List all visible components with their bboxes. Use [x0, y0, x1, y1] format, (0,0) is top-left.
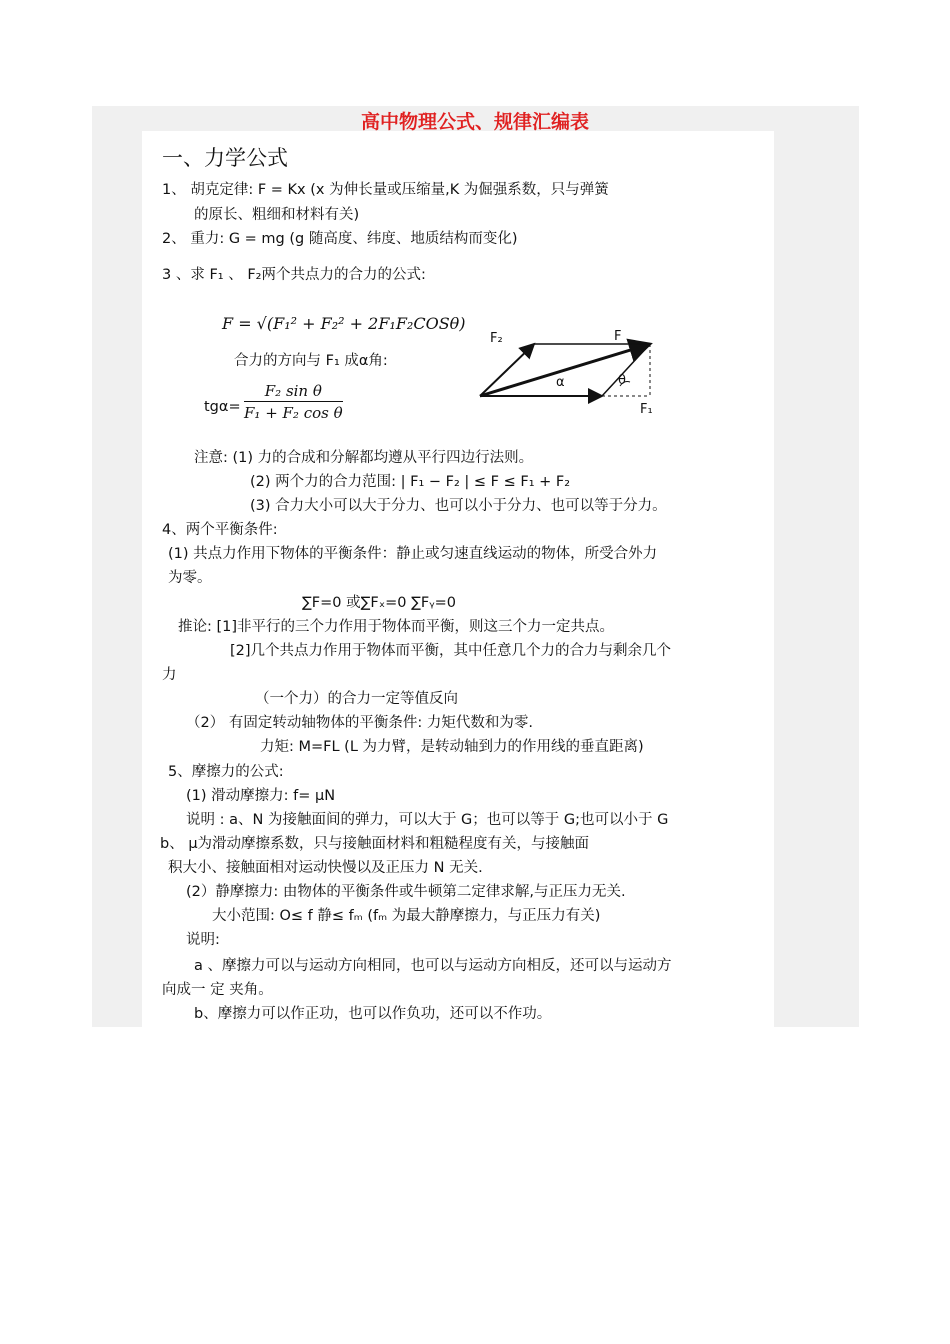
tg-label: tgα=: [204, 399, 241, 415]
note-1: 注意: (1) 力的合成和分解都均遵从平行四边行法则。: [194, 450, 534, 466]
sum-forces-equation: ∑F=0 或∑Fₓ=0 ∑Fᵧ=0: [302, 595, 457, 611]
sliding-friction-line: (1) 滑动摩擦力: f= μN: [186, 788, 336, 804]
static-friction-line: (2）静摩擦力: 由物体的平衡条件或牛顿第二定律求解,与正压力无关.: [186, 884, 626, 900]
resultant-magnitude-formula: F = √(F₁² + F₂² + 2F₁F₂COSθ): [222, 314, 466, 333]
equilibrium-heading: 4、两个平衡条件:: [162, 522, 278, 538]
resultant-force-heading: 3 、求 F₁ 、 F₂两个共点力的合力的公式:: [162, 267, 426, 283]
inference-1: 推论: [1]非平行的三个力作用于物体而平衡，则这三个力一定共点。: [178, 619, 615, 635]
resultant-direction-text: 合力的方向与 F₁ 成α角:: [234, 353, 388, 369]
explanation-a: 说明 : a、N 为接触面间的弹力，可以大于 G；也可以等于 G;也可以小于 G: [186, 812, 669, 828]
inference-2-wrap: 力: [162, 667, 177, 683]
gravity-line: 2、 重力: G = mg (g 随高度、纬度、地质结构而变化): [162, 231, 518, 247]
section-heading: 一、力学公式: [162, 146, 288, 170]
friction-work-note: b、摩擦力可以作正功，也可以作负功，还可以不作功。: [194, 1006, 552, 1022]
note-3: (3) 合力大小可以大于分力、也可以小于分力、也可以等于分力。: [250, 498, 667, 514]
label-f: F: [614, 329, 622, 344]
moment-definition: 力矩: M=FL (L 为力臂，是转动轴到力的作用线的垂直距离): [260, 739, 644, 755]
explanation-heading: 说明:: [186, 932, 220, 948]
equilibrium-condition-2: （2） 有固定转动轴物体的平衡条件: 力矩代数和为零.: [186, 715, 533, 731]
label-theta: θ: [618, 373, 626, 388]
friction-direction-note: a 、摩擦力可以与运动方向相同，也可以与运动方向相反，还可以与运动方: [194, 958, 672, 974]
equilibrium-condition-1-cont: 为零。: [168, 570, 212, 586]
friction-direction-note-cont: 向成一 定 夹角。: [162, 982, 273, 998]
equilibrium-condition-1: (1) 共点力作用下物体的平衡条件：静止或匀速直线运动的物体，所受合外力: [168, 546, 658, 562]
inference-3: （一个力）的合力一定等值反向: [255, 691, 458, 707]
hooke-law-note: 的原长、粗细和材料有关): [194, 207, 360, 223]
inference-2: [2]几个共点力作用于物体而平衡，其中任意几个力的合力与剩余几个: [230, 643, 672, 659]
tg-denominator: F₁ + F₂ cos θ: [244, 404, 343, 422]
label-alpha: α: [556, 375, 565, 390]
tg-fraction: [244, 382, 343, 422]
explanation-b: b、 μ为滑动摩擦系数，只与接触面材料和粗糙程度有关，与接触面: [160, 836, 590, 852]
friction-heading: 5、摩擦力的公式:: [168, 764, 284, 780]
hooke-law-line: 1、 胡克定律: F = Kx (x 为伸长量或压缩量,K 为倔强系数，只与弹簧: [162, 182, 609, 198]
document-title: 高中物理公式、规律汇编表: [360, 111, 589, 133]
note-2: (2) 两个力的合力范围: | F₁ − F₂ | ≤ F ≤ F₁ + F₂: [250, 474, 571, 490]
label-f1: F₁: [640, 402, 653, 417]
tg-numerator: F₂ sin θ: [244, 382, 343, 402]
explanation-c: 积大小、接触面相对运动快慢以及正压力 N 无关.: [168, 860, 483, 876]
static-friction-range: 大小范围: O≤ f 静≤ fₘ (fₘ 为最大静摩擦力，与正压力有关): [212, 908, 601, 924]
label-f2: F₂: [490, 331, 503, 346]
